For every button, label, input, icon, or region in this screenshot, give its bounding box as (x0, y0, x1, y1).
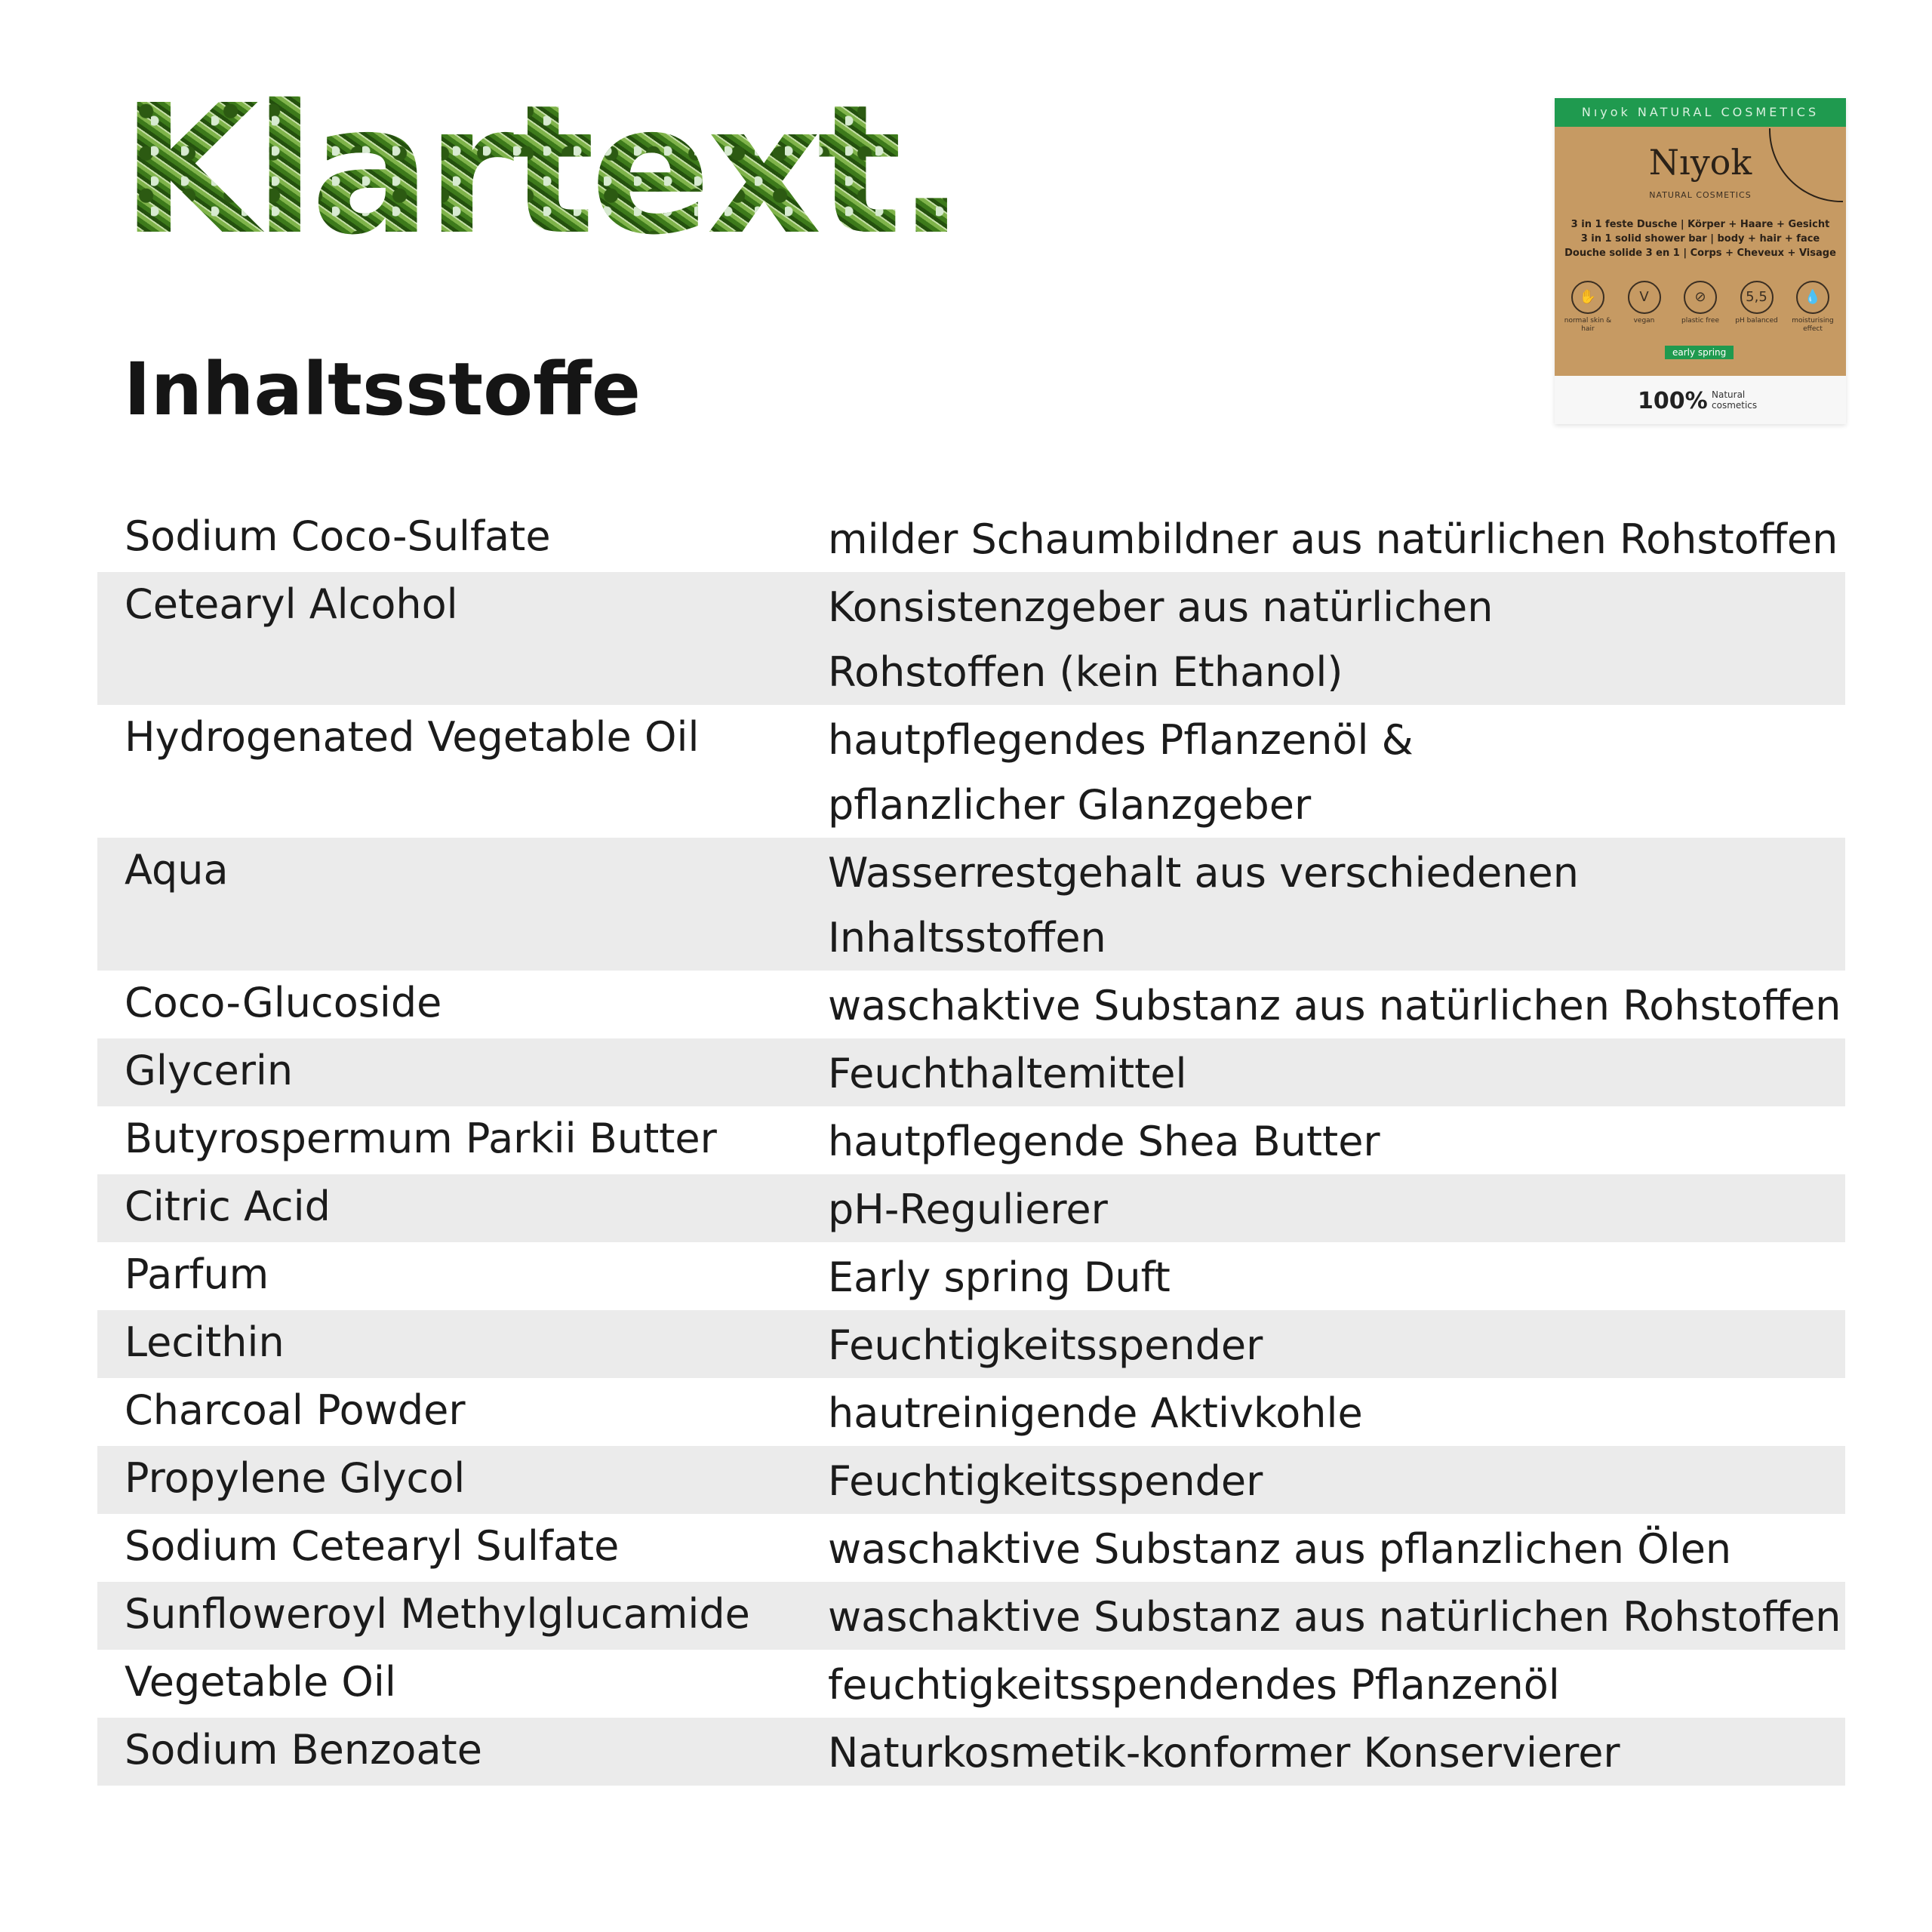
product-feature (1789, 281, 1837, 334)
product-feature (1564, 281, 1612, 334)
description-line: Wasserrestgehalt aus verschiedenen Inhaltsstoffen (828, 849, 1579, 961)
table-row (97, 504, 1845, 572)
product-top-band: Nıyok NATURAL COSMETICS (1555, 98, 1846, 127)
ingredient-name: Hydrogenated Vegetable Oil (125, 713, 700, 761)
ingredient-name: Aqua (125, 846, 229, 894)
product-feature (1676, 281, 1724, 334)
product-percent: 100% (1638, 388, 1708, 414)
ingredient-name: Propylene Glycol (125, 1454, 466, 1502)
description-line: waschaktive Substanz aus pflanzlichen Ölen (828, 1525, 1732, 1573)
table-row (97, 971, 1845, 1038)
table-row (97, 1650, 1845, 1718)
ingredient-name: Sodium Benzoate (125, 1726, 482, 1774)
description-line: Feuchtigkeitsspender (828, 1457, 1263, 1505)
ingredient-name: Charcoal Powder (125, 1386, 466, 1434)
description-line: milder Schaumbildner aus natürlichen Rohstoffen (828, 515, 1838, 563)
table-row (97, 1174, 1845, 1242)
skin-hair-icon: ✋ (1571, 281, 1604, 314)
ingredient-name: Sunfloweroyl Methylglucamide (125, 1590, 750, 1638)
ingredient-name: Sodium Cetearyl Sulfate (125, 1522, 620, 1570)
product-feature (1733, 281, 1781, 334)
ingredient-name: Citric Acid (125, 1183, 331, 1230)
ingredient-name: Glycerin (125, 1047, 294, 1094)
ingredient-description (828, 1446, 1845, 1514)
product-badge: early spring (1665, 346, 1734, 359)
table-row (97, 1446, 1845, 1514)
ingredient-description (828, 1106, 1845, 1174)
table-row (97, 572, 1845, 705)
section-title: Inhaltsstoffe (124, 347, 641, 432)
ingredient-description (828, 1038, 1845, 1106)
ingredient-description (828, 838, 1845, 971)
cosmetics-text: cosmetics (1712, 400, 1758, 411)
description-line: Rohstoffen (kein Ethanol) (828, 648, 1343, 696)
description-line: pflanzlicher Glanzgeber (828, 781, 1312, 829)
description-line: Feuchthaltemittel (828, 1050, 1187, 1097)
product-image (1555, 98, 1846, 424)
description-line: feuchtigkeitsspendendes Pflanzenöl (828, 1661, 1560, 1709)
table-row (97, 1582, 1845, 1650)
product-desc-line: 3 in 1 solid shower bar | body + hair + face (1580, 233, 1820, 245)
description-line: hautreinigende Aktivkohle (828, 1389, 1363, 1437)
table-row (97, 705, 1845, 838)
product-feature-label: pH balanced (1735, 317, 1778, 325)
ingredient-description (828, 1378, 1845, 1446)
hero-title: Klartext. (121, 66, 961, 274)
ingredient-description (828, 1174, 1845, 1242)
table-row (97, 838, 1845, 971)
natural-text: Natural (1712, 389, 1746, 400)
table-row (97, 1310, 1845, 1378)
ingredients-table (97, 504, 1845, 1786)
plastic-free-icon: ⊘ (1684, 281, 1717, 314)
product-feature-label: moisturising effect (1792, 317, 1834, 333)
ingredient-description (828, 572, 1845, 705)
description-line: hautpflegende Shea Butter (828, 1118, 1380, 1165)
description-line: waschaktive Substanz aus natürlichen Rohstoffen (828, 1593, 1841, 1641)
product-feature-label: plastic free (1681, 317, 1719, 325)
ingredient-name: Coco-Glucoside (125, 979, 442, 1026)
product-icons (1564, 281, 1837, 334)
ingredient-description (828, 705, 1845, 838)
vegan-icon: V (1628, 281, 1661, 314)
table-row (97, 1106, 1845, 1174)
table-row (97, 1718, 1845, 1786)
description-line: Early spring Duft (828, 1254, 1171, 1301)
product-desc-line: 3 in 1 feste Dusche | Körper + Haare + Gesicht (1571, 219, 1830, 230)
description-line: Feuchtigkeitsspender (828, 1321, 1263, 1369)
ingredient-description (828, 971, 1845, 1038)
ph-balanced-icon: 5,5 (1740, 281, 1774, 314)
ingredient-description (828, 1514, 1845, 1582)
ingredient-name: Parfum (125, 1251, 269, 1298)
description-line: waschaktive Substanz aus natürlichen Rohstoffen (828, 982, 1841, 1029)
ingredient-description (828, 1582, 1845, 1650)
ingredient-description (828, 504, 1845, 572)
description-line: pH-Regulierer (828, 1186, 1108, 1233)
ingredient-name: Vegetable Oil (125, 1658, 396, 1706)
moisturising-icon: 💧 (1796, 281, 1829, 314)
product-feature (1620, 281, 1669, 334)
product-description (1562, 217, 1838, 260)
table-row (97, 1242, 1845, 1310)
ingredient-description (828, 1650, 1845, 1718)
table-row (97, 1378, 1845, 1446)
product-desc-line: Douche solide 3 en 1 | Corps + Cheveux + Visage (1564, 248, 1836, 259)
table-row (97, 1038, 1845, 1106)
description-line: Konsistenzgeber aus natürlichen (828, 583, 1494, 631)
product-brand: Nıyok (1648, 142, 1752, 183)
product-feature-label: vegan (1633, 317, 1655, 325)
ingredient-name: Sodium Coco-Sulfate (125, 512, 551, 560)
ingredient-description (828, 1242, 1845, 1310)
product-natural-label (1712, 389, 1757, 411)
ingredient-name: Lecithin (125, 1318, 285, 1366)
ingredient-description (828, 1718, 1845, 1786)
ingredient-name: Cetearyl Alcohol (125, 580, 458, 628)
description-line: Naturkosmetik-konformer Konservierer (828, 1729, 1620, 1777)
table-row (97, 1514, 1845, 1582)
ingredient-name: Butyrospermum Parkii Butter (125, 1115, 717, 1162)
ingredient-description (828, 1310, 1845, 1378)
description-line: hautpflegendes Pflanzenöl & (828, 716, 1414, 764)
product-subtitle: NATURAL COSMETICS (1649, 190, 1752, 200)
product-feature-label: normal skin & hair (1564, 317, 1612, 333)
